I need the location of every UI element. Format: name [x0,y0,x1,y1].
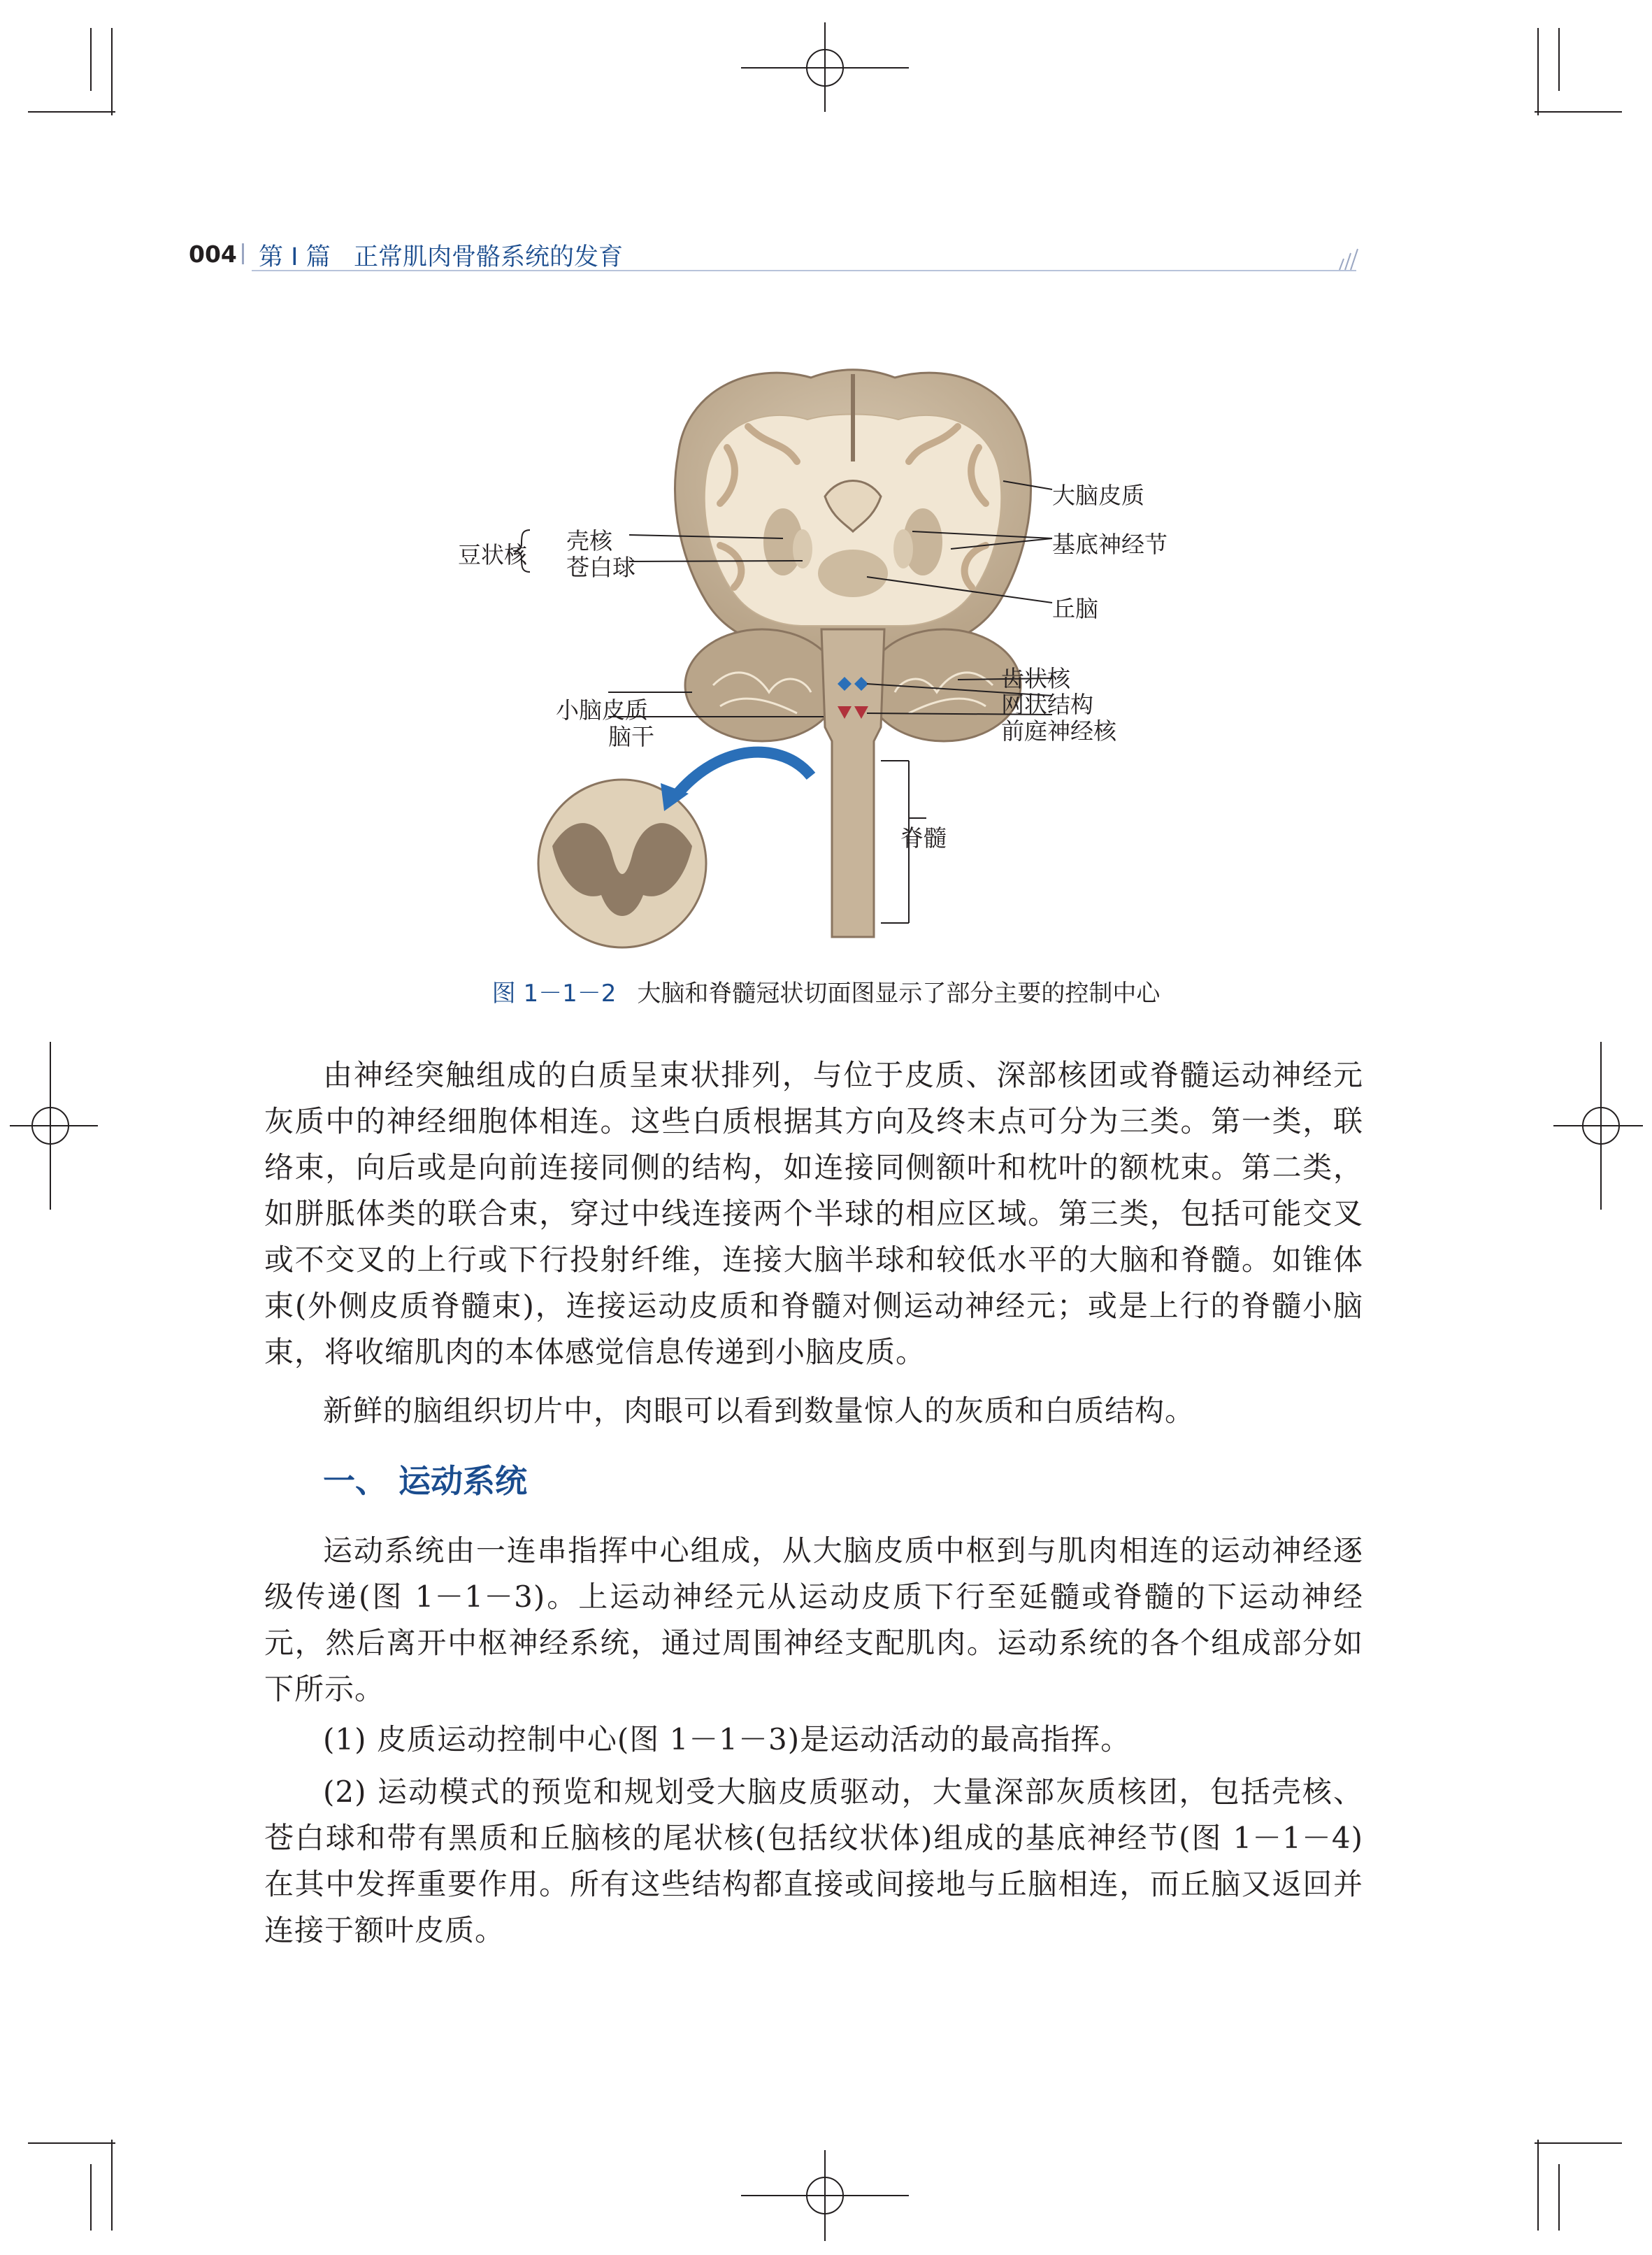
curved-arrow [675,752,811,797]
label-putamen: 壳核 [566,527,612,554]
label-thalamus: 丘脑 [1052,595,1098,622]
running-header [0,0,1652,294]
label-vestibular-nuclei: 前庭神经核 [1001,717,1116,745]
header-separator [242,243,244,264]
label-basal-ganglia: 基底神经节 [1052,531,1168,558]
figure-caption-text: 大脑和脊髓冠状切面图显示了部分主要的控制中心 [637,980,1161,1008]
thalamus [818,550,888,597]
header-rule [252,270,1356,271]
part-title: 第 Ⅰ 篇 正常肌肉骨骼系统的发育 [259,243,623,271]
paragraph: 新鲜的脑组织切片中，肉眼可以看到数量惊人的灰质和白质结构。 [323,1394,1195,1428]
label-lentiform-nucleus: 豆状核 [458,541,527,568]
label-reticular-formation: 网状结构 [1001,691,1093,718]
label-cerebellar-cortex: 小脑皮质 [556,696,648,724]
list-item: (1) 皮质运动控制中心(图 1－1－3)是运动活动的最高指挥。 [323,1722,1131,1756]
page-number: 004 [189,241,237,268]
label-dentate-nucleus: 齿状核 [1001,665,1070,692]
list-item: (2) 运动模式的预览和规划受大脑皮质驱动，大量深部灰质核团，包括壳核、苍白球和带有黑质和丘脑核的尾状核(包括纹状体)组成的基底神经节(图 1－1－4)在其中发挥重要作用。所有这些结构都直接或间接地与丘脑相连，而丘脑又返回并连接于额叶皮质。 [264,1775,1363,1947]
brain-coronal-section-illustration [419,364,1426,965]
figure-number: 图 1－1－2 [491,980,617,1008]
figure-caption [0,974,1652,1008]
brainstem [821,629,884,937]
paragraph: 运动系统由一连串指挥中心组成，从大脑皮质中枢到与肌肉相连的运动神经逐级传递(图 1－1－3)。上运动神经元从运动皮质下行至延髓或脊髓的下运动神经元，然后离开中枢神经系统，通过周围神经支配肌肉。运动系统的各个组成部分如下所示。 [264,1533,1363,1706]
cerebellum-left [685,629,839,741]
label-brainstem: 脑干 [608,723,654,750]
section-heading: 一、 运动系统 [323,1462,528,1500]
label-spinal-cord: 脊髓 [900,824,947,852]
label-globus-pallidus: 苍白球 [566,554,635,581]
label-cerebral-cortex: 大脑皮质 [1052,482,1144,509]
globus-pallidus [793,529,812,568]
paragraph: 由神经突触组成的白质呈束状排列，与位于皮质、深部核团或脊髓运动神经元灰质中的神经细胞体相连。这些白质根据其方向及终末点可分为三类。第一类，联络束，向后或是向前连接同侧的结构，如连接同侧额叶和枕叶的额枕束。第二类，如胼胝体类的联合束，穿过中线连接两个半球的相应区域。第三类，包括可能交叉或不交叉的上行或下行投射纤维，连接大脑半球和较低水平的大脑和脊髓。如锥体束(外侧皮质脊髓束)，连接运动皮质和脊髓对侧运动神经元；或是上行的脊髓小脑束，将收缩肌肉的本体感觉信息传递到小脑皮质。 [264,1058,1363,1369]
header-ornament-icon [1335,246,1363,271]
